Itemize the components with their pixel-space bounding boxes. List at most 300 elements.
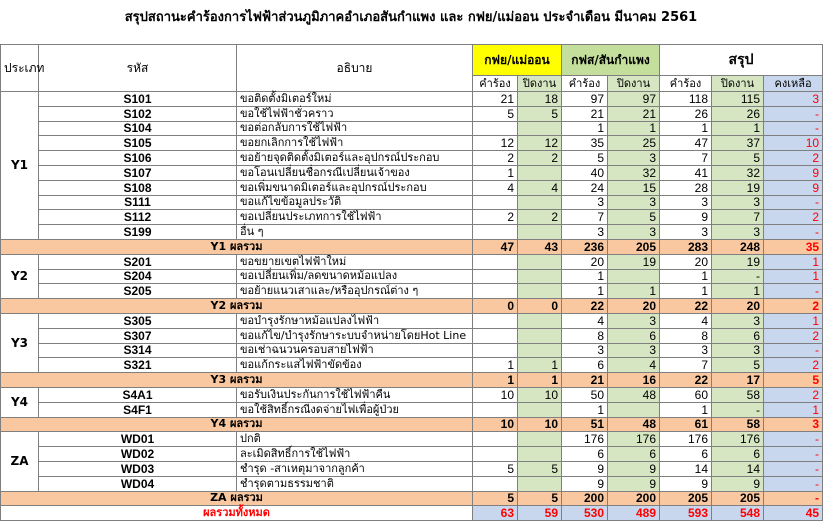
code-cell: WD01: [39, 432, 237, 447]
b-req-cell: 6: [562, 447, 608, 462]
b-closed-cell: 48: [608, 387, 660, 402]
b-closed-cell: 176: [608, 432, 660, 447]
a-closed-cell: [518, 284, 562, 299]
s-remain-cell: 1: [764, 254, 823, 269]
sum-s-closed-cell: 248: [712, 239, 764, 254]
col-code-header: รหัส: [39, 45, 237, 92]
b-closed-cell: 3: [608, 225, 660, 240]
a-req-cell: [473, 313, 518, 328]
a-closed-cell: [518, 225, 562, 240]
s-closed-cell: 9: [712, 476, 764, 491]
code-cell: WD03: [39, 461, 237, 476]
code-cell: S4F1: [39, 402, 237, 417]
code-cell: WD02: [39, 447, 237, 462]
report-title: สรุปสถานะคำร้องการไฟฟ้าส่วนภูมิภาคอำเภอสันกำแพง และ กฟย/แม่ออน ประจำเดือน มีนาคม 2561: [124, 10, 698, 25]
a-closed-cell: 10: [518, 387, 562, 402]
s-closed-cell: 3: [712, 313, 764, 328]
desc-cell: ชำรุด -สาเหตุมาจากลูกค้า: [237, 461, 473, 476]
s-remain-cell: 2: [764, 328, 823, 343]
code-cell: S4A1: [39, 387, 237, 402]
sum-b-req-cell: 51: [562, 417, 608, 432]
s-req-cell: 47: [660, 136, 712, 151]
b-closed-cell: 9: [608, 476, 660, 491]
a-closed-cell: [518, 195, 562, 210]
s-closed-cell: 6: [712, 447, 764, 462]
b-req-cell: 24: [562, 180, 608, 195]
summary-table: [0, 44, 822, 521]
code-cell: S108: [39, 180, 237, 195]
s-req-cell: 9: [660, 210, 712, 225]
a-closed-cell: [518, 165, 562, 180]
s-req-header: คำร้อง: [660, 76, 712, 92]
a-closed-cell: [518, 328, 562, 343]
b-req-cell: 1: [562, 269, 608, 284]
s-remain-cell: 10: [764, 136, 823, 151]
code-cell: WD04: [39, 476, 237, 491]
b-closed-cell: 3: [608, 343, 660, 358]
desc-cell: ขอย้ายจุดติดตั้งมิเตอร์และอุปกรณ์ประกอบ: [237, 151, 473, 166]
a-req-cell: [473, 284, 518, 299]
table-row: [1, 106, 823, 121]
a-req-cell: [473, 328, 518, 343]
sum-b-closed-cell: 20: [608, 299, 660, 314]
s-remain-cell: -: [764, 461, 823, 476]
a-req-cell: 4: [473, 180, 518, 195]
group-type-cell: Y4: [1, 387, 39, 417]
code-cell: S102: [39, 106, 237, 121]
b-closed-cell: 6: [608, 447, 660, 462]
sum-a-req-cell: 5: [473, 491, 518, 506]
b-req-cell: 3: [562, 343, 608, 358]
table-row: [1, 225, 823, 240]
desc-cell: ขอแก้ไขข้อมูลประวัติ: [237, 195, 473, 210]
table-row: [1, 313, 823, 328]
b-closed-cell: 19: [608, 254, 660, 269]
a-closed-cell: [518, 121, 562, 136]
code-cell: S204: [39, 269, 237, 284]
s-req-cell: 41: [660, 165, 712, 180]
desc-cell: ขอใช้สิทธิ์กรณีงดจ่ายไฟเพื่อผู้ป่วย: [237, 402, 473, 417]
code-cell: S199: [39, 225, 237, 240]
b-closed-cell: 3: [608, 195, 660, 210]
group-type-cell: Y1: [1, 92, 39, 240]
s-req-cell: 1: [660, 402, 712, 417]
s-closed-cell: 1: [712, 121, 764, 136]
a-closed-cell: 5: [518, 106, 562, 121]
s-closed-cell: 115: [712, 92, 764, 107]
s-remain-cell: -: [764, 432, 823, 447]
s-req-cell: 3: [660, 195, 712, 210]
b-closed-cell: 3: [608, 313, 660, 328]
b-closed-cell: 3: [608, 151, 660, 166]
s-req-cell: 14: [660, 461, 712, 476]
s-closed-header: ปิดงาน: [712, 76, 764, 92]
b-req-cell: 5: [562, 151, 608, 166]
b-closed-cell: 15: [608, 180, 660, 195]
desc-cell: ขอเปลี่ยนประเภทการใช้ไฟฟ้า: [237, 210, 473, 225]
a-req-cell: 2: [473, 210, 518, 225]
sum-s-remain-cell: -: [764, 491, 823, 506]
s-closed-cell: 58: [712, 387, 764, 402]
b-closed-cell: 97: [608, 92, 660, 107]
group-b-header: กฟส/สันกำแพง: [562, 45, 660, 76]
a-closed-cell: 5: [518, 461, 562, 476]
b-closed-cell: 25: [608, 136, 660, 151]
s-req-cell: 3: [660, 343, 712, 358]
s-remain-cell: -: [764, 121, 823, 136]
col-desc-header: อธิบาย: [237, 45, 473, 92]
sum-b-req-cell: 200: [562, 491, 608, 506]
total-s-req-cell: 593: [660, 506, 712, 521]
table-row: [1, 165, 823, 180]
table-row: [1, 432, 823, 447]
b-req-cell: 6: [562, 358, 608, 373]
s-remain-cell: -: [764, 106, 823, 121]
s-closed-cell: 1: [712, 284, 764, 299]
table-row: [1, 92, 823, 107]
s-closed-cell: 176: [712, 432, 764, 447]
a-req-cell: [473, 254, 518, 269]
sum-a-closed-cell: 10: [518, 417, 562, 432]
code-cell: S314: [39, 343, 237, 358]
total-s-remain-cell: 45: [764, 506, 823, 521]
s-closed-cell: 6: [712, 328, 764, 343]
s-remain-cell: 2: [764, 210, 823, 225]
b-closed-header: ปิดงาน: [608, 76, 660, 92]
s-remain-cell: 9: [764, 180, 823, 195]
a-closed-cell: 18: [518, 92, 562, 107]
b-closed-cell: 1: [608, 121, 660, 136]
b-req-cell: 176: [562, 432, 608, 447]
sum-s-req-cell: 22: [660, 373, 712, 388]
b-req-cell: 21: [562, 106, 608, 121]
a-req-cell: 1: [473, 165, 518, 180]
desc-cell: ขอบำรุงรักษาหม้อแปลงไฟฟ้า: [237, 313, 473, 328]
s-remain-cell: 1: [764, 313, 823, 328]
a-closed-cell: [518, 476, 562, 491]
a-closed-header: ปิดงาน: [518, 76, 562, 92]
code-cell: S111: [39, 195, 237, 210]
s-closed-cell: 32: [712, 165, 764, 180]
a-closed-cell: [518, 447, 562, 462]
s-closed-cell: 7: [712, 210, 764, 225]
a-req-cell: [473, 447, 518, 462]
a-closed-cell: [518, 402, 562, 417]
desc-cell: ขอใช้ไฟฟ้าชั่วคราว: [237, 106, 473, 121]
total-label-cell: ผลรวมทั้งหมด: [1, 506, 473, 521]
table-row: [1, 269, 823, 284]
s-remain-cell: -: [764, 195, 823, 210]
s-req-cell: 60: [660, 387, 712, 402]
code-cell: S321: [39, 358, 237, 373]
b-req-cell: 97: [562, 92, 608, 107]
sum-s-req-cell: 283: [660, 239, 712, 254]
table-row: [1, 254, 823, 269]
a-req-cell: 21: [473, 92, 518, 107]
s-remain-cell: -: [764, 225, 823, 240]
a-req-cell: [473, 476, 518, 491]
desc-cell: ขอย้ายแนวเสาและ/หรืออุปกรณ์ต่าง ๆ: [237, 284, 473, 299]
s-req-cell: 7: [660, 358, 712, 373]
s-closed-cell: 5: [712, 151, 764, 166]
a-req-cell: 5: [473, 461, 518, 476]
code-cell: S305: [39, 313, 237, 328]
s-req-cell: 8: [660, 328, 712, 343]
code-cell: S307: [39, 328, 237, 343]
s-req-cell: 118: [660, 92, 712, 107]
sum-s-req-cell: 22: [660, 299, 712, 314]
code-cell: S201: [39, 254, 237, 269]
b-req-cell: 3: [562, 195, 608, 210]
sum-label-cell: Y2 ผลรวม: [1, 299, 473, 314]
table-row: [1, 151, 823, 166]
b-req-cell: 9: [562, 461, 608, 476]
desc-cell: ขอรับเงินประกันการใช้ไฟฟ้าคืน: [237, 387, 473, 402]
a-closed-cell: [518, 432, 562, 447]
s-closed-cell: 3: [712, 195, 764, 210]
group-sum-row: [1, 417, 823, 432]
a-req-cell: [473, 225, 518, 240]
s-remain-header: คงเหลือ: [764, 76, 823, 92]
b-closed-cell: 5: [608, 210, 660, 225]
sum-s-closed-cell: 205: [712, 491, 764, 506]
b-closed-cell: 1: [608, 284, 660, 299]
s-remain-cell: 3: [764, 92, 823, 107]
s-closed-cell: 3: [712, 225, 764, 240]
group-sum-row: [1, 373, 823, 388]
desc-cell: ละเมิดสิทธิ์การใช้ไฟฟ้า: [237, 447, 473, 462]
b-req-cell: 1: [562, 284, 608, 299]
b-req-cell: 7: [562, 210, 608, 225]
b-closed-cell: 21: [608, 106, 660, 121]
desc-cell: อื่น ๆ: [237, 225, 473, 240]
desc-cell: ขอเพิ่มขนาดมิเตอร์และอุปกรณ์ประกอบ: [237, 180, 473, 195]
b-req-cell: 3: [562, 225, 608, 240]
b-closed-cell: [608, 402, 660, 417]
table-row: [1, 476, 823, 491]
desc-cell: ปกติ: [237, 432, 473, 447]
table-row: [1, 358, 823, 373]
group-sum-row: [1, 299, 823, 314]
group-sum-row: [1, 491, 823, 506]
table-row: [1, 180, 823, 195]
s-req-cell: 1: [660, 269, 712, 284]
a-closed-cell: [518, 343, 562, 358]
a-closed-cell: 4: [518, 180, 562, 195]
sum-s-closed-cell: 58: [712, 417, 764, 432]
a-req-cell: [473, 432, 518, 447]
a-closed-cell: 2: [518, 210, 562, 225]
code-cell: S106: [39, 151, 237, 166]
sum-a-req-cell: 0: [473, 299, 518, 314]
desc-cell: ขอแก้ไข/บำรุงรักษาระบบจำหน่ายโดยHot Line: [237, 328, 473, 343]
code-cell: S107: [39, 165, 237, 180]
s-remain-cell: 2: [764, 151, 823, 166]
b-req-cell: 35: [562, 136, 608, 151]
desc-cell: ขอต่อกลับการใช้ไฟฟ้า: [237, 121, 473, 136]
table-row: [1, 136, 823, 151]
desc-cell: ชำรุดตามธรรมชาติ: [237, 476, 473, 491]
desc-cell: ขอยกเลิกการใช้ไฟฟ้า: [237, 136, 473, 151]
desc-cell: ขอติดตั้งมิเตอร์ใหม่: [237, 92, 473, 107]
code-cell: S105: [39, 136, 237, 151]
grand-total-row: [1, 506, 823, 521]
sum-b-req-cell: 22: [562, 299, 608, 314]
group-type-cell: Y2: [1, 254, 39, 298]
total-s-closed-cell: 548: [712, 506, 764, 521]
s-req-cell: 28: [660, 180, 712, 195]
sum-b-req-cell: 21: [562, 373, 608, 388]
s-remain-cell: 9: [764, 165, 823, 180]
code-cell: S101: [39, 92, 237, 107]
sum-label-cell: Y4 ผลรวม: [1, 417, 473, 432]
table-row: [1, 402, 823, 417]
a-req-header: คำร้อง: [473, 76, 518, 92]
table-row: [1, 328, 823, 343]
sum-s-req-cell: 205: [660, 491, 712, 506]
table-row: [1, 343, 823, 358]
b-req-cell: 8: [562, 328, 608, 343]
sum-b-closed-cell: 205: [608, 239, 660, 254]
desc-cell: ขอเปลี่ยนเพิ่ม/ลดขนาดหม้อแปลง: [237, 269, 473, 284]
total-a-closed-cell: 59: [518, 506, 562, 521]
s-req-cell: 7: [660, 151, 712, 166]
sum-b-closed-cell: 16: [608, 373, 660, 388]
table-row: [1, 210, 823, 225]
total-b-req-cell: 530: [562, 506, 608, 521]
a-req-cell: [473, 343, 518, 358]
s-req-cell: 20: [660, 254, 712, 269]
b-req-header: คำร้อง: [562, 76, 608, 92]
s-remain-cell: -: [764, 476, 823, 491]
b-closed-cell: 4: [608, 358, 660, 373]
a-req-cell: [473, 269, 518, 284]
a-closed-cell: 1: [518, 358, 562, 373]
table-row: [1, 447, 823, 462]
b-req-cell: 40: [562, 165, 608, 180]
b-req-cell: 50: [562, 387, 608, 402]
col-type-header: ประเภท: [1, 45, 39, 92]
a-req-cell: 5: [473, 106, 518, 121]
s-closed-cell: 19: [712, 254, 764, 269]
s-closed-cell: 26: [712, 106, 764, 121]
sum-s-req-cell: 61: [660, 417, 712, 432]
table-row: [1, 284, 823, 299]
b-closed-cell: 9: [608, 461, 660, 476]
s-req-cell: 9: [660, 476, 712, 491]
sum-a-req-cell: 1: [473, 373, 518, 388]
b-req-cell: 1: [562, 121, 608, 136]
code-cell: S112: [39, 210, 237, 225]
sum-a-closed-cell: 43: [518, 239, 562, 254]
s-remain-cell: 1: [764, 402, 823, 417]
a-closed-cell: 12: [518, 136, 562, 151]
total-b-closed-cell: 489: [608, 506, 660, 521]
group-type-cell: ZA: [1, 432, 39, 491]
table-row: [1, 387, 823, 402]
s-req-cell: 3: [660, 225, 712, 240]
group-a-header: กฟย/แม่ออน: [473, 45, 562, 76]
a-req-cell: [473, 402, 518, 417]
s-remain-cell: 2: [764, 387, 823, 402]
sum-a-closed-cell: 5: [518, 491, 562, 506]
a-closed-cell: [518, 313, 562, 328]
s-closed-cell: -: [712, 269, 764, 284]
s-req-cell: 26: [660, 106, 712, 121]
desc-cell: ขอขยายเขตไฟฟ้าใหม่: [237, 254, 473, 269]
desc-cell: ขอแก้กระแสไฟฟ้าขัดข้อง: [237, 358, 473, 373]
sum-a-closed-cell: 0: [518, 299, 562, 314]
a-req-cell: [473, 195, 518, 210]
b-req-cell: 1: [562, 402, 608, 417]
s-req-cell: 4: [660, 313, 712, 328]
s-remain-cell: -: [764, 284, 823, 299]
sum-label-cell: Y3 ผลรวม: [1, 373, 473, 388]
b-closed-cell: 6: [608, 328, 660, 343]
table-row: [1, 121, 823, 136]
table-row: [1, 461, 823, 476]
sum-a-closed-cell: 1: [518, 373, 562, 388]
s-remain-cell: -: [764, 343, 823, 358]
a-req-cell: 1: [473, 358, 518, 373]
sum-b-req-cell: 236: [562, 239, 608, 254]
b-req-cell: 9: [562, 476, 608, 491]
s-closed-cell: 37: [712, 136, 764, 151]
a-req-cell: 12: [473, 136, 518, 151]
s-remain-cell: -: [764, 447, 823, 462]
a-closed-cell: [518, 269, 562, 284]
desc-cell: ขอโอนเปลี่ยนชื่อกรณีเปลี่ยนเจ้าของ: [237, 165, 473, 180]
sum-a-req-cell: 47: [473, 239, 518, 254]
s-req-cell: 1: [660, 284, 712, 299]
s-closed-cell: 19: [712, 180, 764, 195]
code-cell: S205: [39, 284, 237, 299]
a-req-cell: 10: [473, 387, 518, 402]
a-closed-cell: 2: [518, 151, 562, 166]
group-type-cell: Y3: [1, 313, 39, 372]
s-req-cell: 6: [660, 447, 712, 462]
a-req-cell: [473, 121, 518, 136]
sum-s-remain-cell: 35: [764, 239, 823, 254]
sum-label-cell: Y1 ผลรวม: [1, 239, 473, 254]
header-row-groups: [1, 45, 823, 76]
group-sum-header: สรุป: [660, 45, 823, 76]
table-row: [1, 195, 823, 210]
total-a-req-cell: 63: [473, 506, 518, 521]
s-closed-cell: -: [712, 402, 764, 417]
sum-b-closed-cell: 200: [608, 491, 660, 506]
sum-a-req-cell: 10: [473, 417, 518, 432]
s-closed-cell: 3: [712, 343, 764, 358]
s-remain-cell: 2: [764, 358, 823, 373]
b-closed-cell: [608, 269, 660, 284]
s-remain-cell: 1: [764, 269, 823, 284]
sum-s-remain-cell: 3: [764, 417, 823, 432]
group-sum-row: [1, 239, 823, 254]
code-cell: S104: [39, 121, 237, 136]
sum-s-closed-cell: 20: [712, 299, 764, 314]
b-req-cell: 4: [562, 313, 608, 328]
s-req-cell: 176: [660, 432, 712, 447]
s-closed-cell: 14: [712, 461, 764, 476]
desc-cell: ขอเช่าฉนวนครอบสายไฟฟ้า: [237, 343, 473, 358]
sum-label-cell: ZA ผลรวม: [1, 491, 473, 506]
a-req-cell: 2: [473, 151, 518, 166]
b-closed-cell: 32: [608, 165, 660, 180]
sum-b-closed-cell: 48: [608, 417, 660, 432]
sum-s-closed-cell: 17: [712, 373, 764, 388]
sum-s-remain-cell: 5: [764, 373, 823, 388]
